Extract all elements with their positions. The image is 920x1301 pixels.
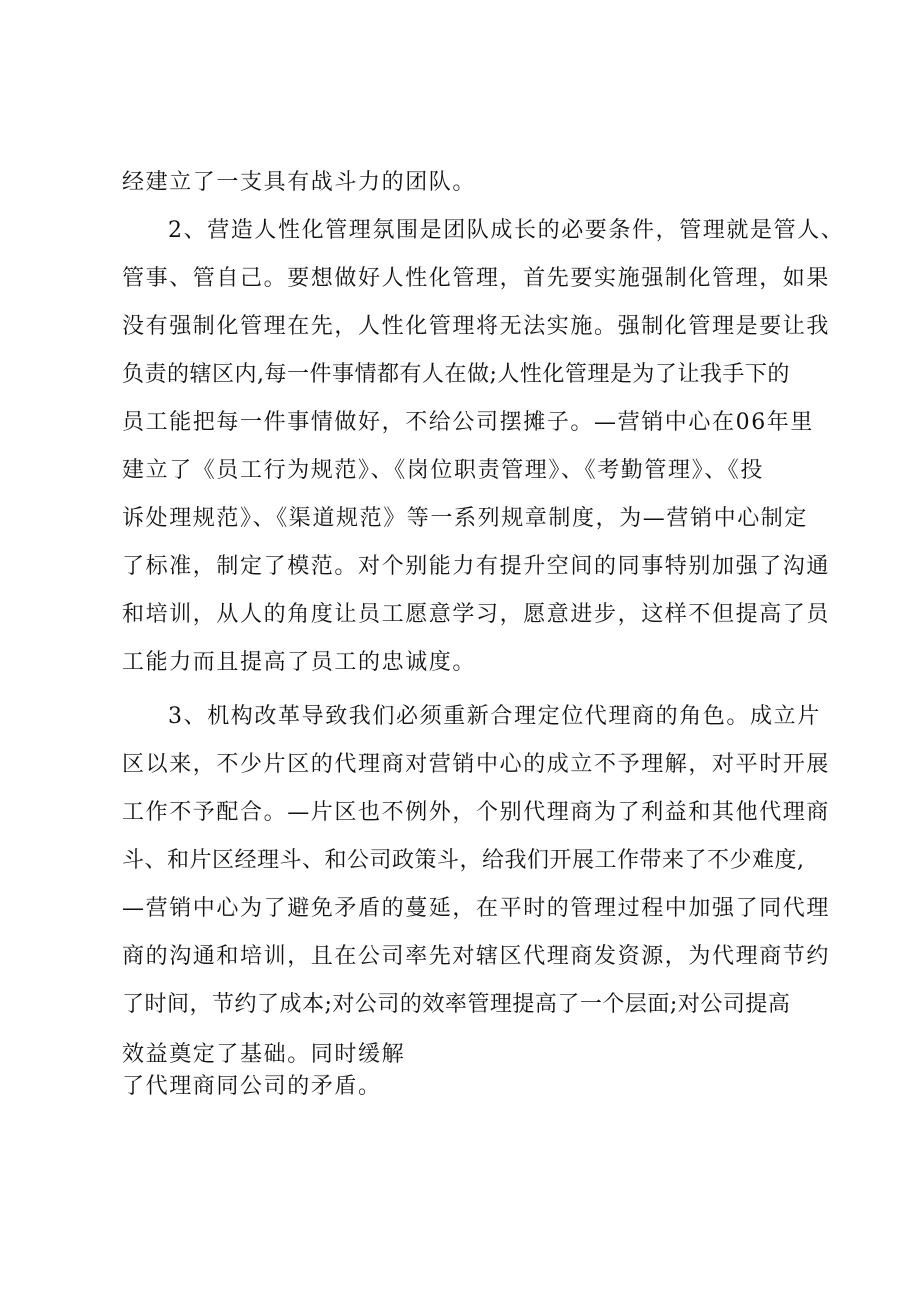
paragraph-line: 没有强制化管理在先，人性化管理将无法实施。强制化管理是要让我 — [122, 314, 831, 339]
paragraph-line: 了时间，节约了成本;对公司的效率管理提高了一个层面;对公司提高 — [122, 992, 791, 1017]
paragraph-line: 了标准，制定了模范。对个别能力有提升空间的同事特别加强了沟通 — [122, 554, 831, 579]
paragraph-line: 管事、管自己。要想做好人性化管理，首先要实施强制化管理，如果 — [122, 266, 831, 291]
paragraph-line: 工能力而且提高了员工的忠诚度。 — [122, 650, 477, 675]
paragraph-line: 建立了《员工行为规范》、《岗位职责管理》、《考勤管理》、《投 — [122, 458, 765, 483]
paragraph-line: 商的沟通和培训，且在公司率先对辖区代理商发资源，为代理商节约 — [122, 944, 831, 969]
paragraph-line: 效益奠定了基础。同时缓解 — [122, 1042, 406, 1067]
paragraph-line: 了代理商同公司的矛盾。 — [122, 1074, 382, 1099]
paragraph-line: 2、营造人性化管理氛围是团队成长的必要条件，管理就是管人、 — [168, 218, 845, 243]
paragraph-line: 经建立了一支具有战斗力的团队。 — [122, 170, 477, 195]
paragraph-line: 斗、和片区经理斗、和公司政策斗，给我们开展工作带来了不少难度, — [122, 848, 805, 873]
paragraph-line: 员工能把每一件事情做好，不给公司摆摊子。—营销中心在06年里 — [122, 410, 814, 435]
paragraph-line: 诉处理规范》、《渠道规范》等一系列规章制度，为—营销中心制定 — [122, 506, 809, 531]
paragraph-line: 区以来，不少片区的代理商对营销中心的成立不予理解，对平时开展 — [122, 752, 831, 777]
paragraph-line: 3、机构改革导致我们必须重新合理定位代理商的角色。成立片 — [168, 704, 821, 729]
paragraph-line: 工作不予配合。—片区也不例外，个别代理商为了利益和其他代理商 — [122, 800, 831, 825]
paragraph-line: 负责的辖区内,每一件事情都有人在做;人性化管理是为了让我手下的 — [122, 362, 790, 387]
paragraph-line: —营销中心为了避免矛盾的蔓延，在平时的管理过程中加强了同代理 — [122, 896, 831, 921]
paragraph-line: 和培训，从人的角度让员工愿意学习，愿意进步，这样不但提高了员 — [122, 602, 831, 627]
